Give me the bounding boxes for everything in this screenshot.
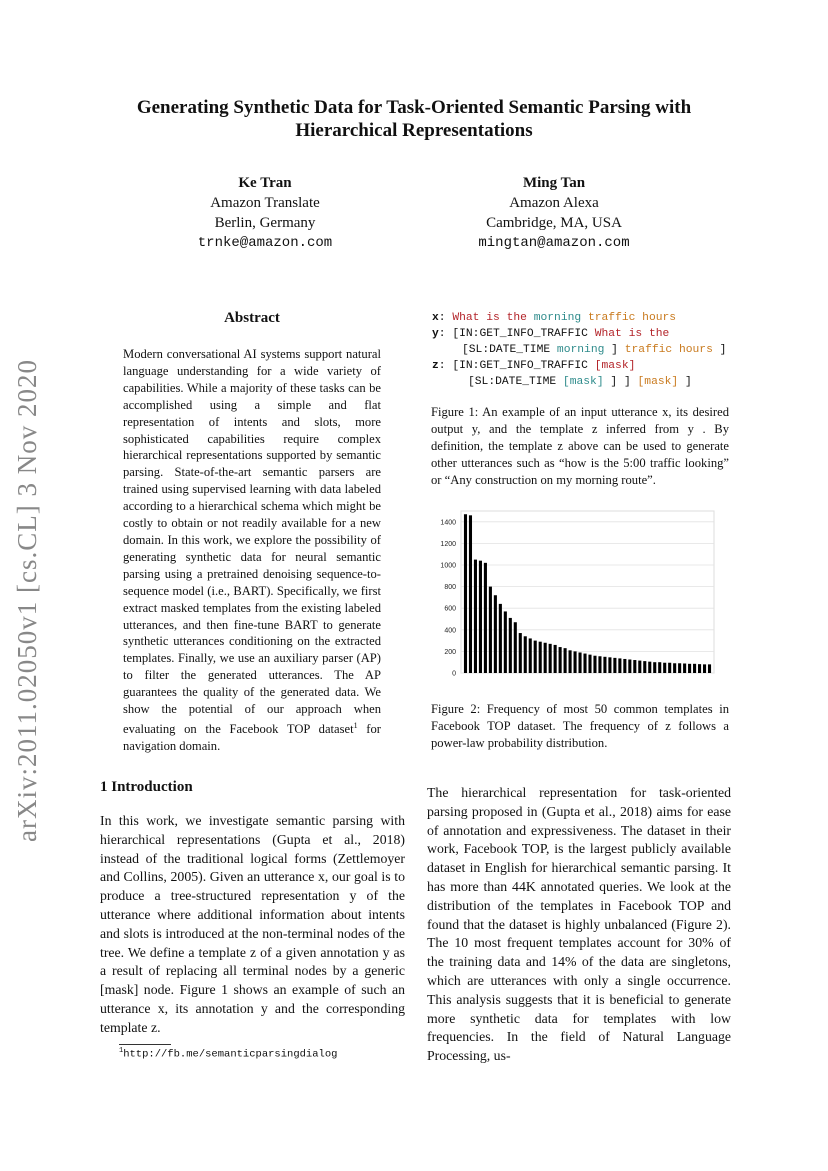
chart-bar bbox=[539, 642, 542, 673]
chart-bar bbox=[643, 661, 646, 673]
chart-y-tick-label: 1200 bbox=[440, 540, 456, 548]
footnote-rule bbox=[119, 1044, 171, 1045]
chart-bar bbox=[534, 641, 537, 673]
figure1-line-z2: [SL:DATE_TIME [mask] ] ] [mask] ] bbox=[468, 376, 692, 388]
chart-bar bbox=[708, 664, 711, 673]
chart-bar bbox=[633, 660, 636, 673]
chart-bar bbox=[509, 618, 512, 673]
chart-bar bbox=[484, 563, 487, 673]
chart-bar bbox=[698, 664, 701, 673]
author-name: Ke Tran bbox=[238, 175, 292, 191]
chart-bar bbox=[693, 664, 696, 673]
chart-bar bbox=[583, 654, 586, 673]
chart-bar bbox=[703, 664, 706, 673]
chart-bar bbox=[564, 648, 567, 673]
figure2-caption: Figure 2: Frequency of most 50 common templates in Facebook TOP dataset. The frequency of z follows a power-law probability distribution. bbox=[431, 702, 729, 750]
chart-y-tick-label: 1400 bbox=[440, 519, 456, 527]
chart-bar bbox=[529, 638, 532, 673]
abstract-text-end: for navigation domain. bbox=[123, 722, 381, 754]
chart-y-tick-labels bbox=[440, 519, 456, 677]
abstract-body: Modern conversational AI systems support natural language understanding for a wide variety of capabilities. While a majority of these tasks can be accomplished using a simple and flat representation of intents and slots, more sophisticated capabilities require complex hierarchical representations supported by semantic parsing. State-of-the-art semantic parsers are trained using supervised learning with data labeled according to a hierarchical schema which might be costly to obtain or not readily available for a new domain. In this work, we explore the possibility of generating synthetic data for neural semantic parsing using a pretrained denoising sequence-to-sequence model (i.e., BART). Specifically, we first extract masked templates from the existing labeled utterances, and then fine-tune BART to generate synthetic utterances conditioning on the extracted templates. Finally, we use an auxiliary parser (AP) to filter the generated utterances. The AP guarantees the quality of the generated data. We show the potential of our approach when evaluating on the Facebook TOP dataset$^1$ for navigation domain. bbox=[123, 347, 381, 754]
chart-bar bbox=[474, 560, 477, 673]
author-location: Berlin, Germany bbox=[214, 215, 316, 231]
author-1 bbox=[170, 173, 360, 253]
chart-bar bbox=[569, 650, 572, 673]
chart-bar bbox=[464, 514, 467, 673]
chart-bar bbox=[683, 664, 686, 674]
chart-bar bbox=[623, 659, 626, 673]
chart-bar bbox=[688, 664, 691, 673]
chart-bar bbox=[499, 604, 502, 673]
chart-bar bbox=[519, 633, 522, 673]
author-email: trnke@amazon.com bbox=[197, 235, 333, 251]
arxiv-id: arXiv:2011.02050v1 [cs.CL] 3 Nov 2020 bbox=[12, 359, 42, 842]
author-2 bbox=[456, 173, 652, 253]
chart-bar bbox=[603, 657, 606, 673]
chart-bar bbox=[673, 663, 676, 673]
chart-bar bbox=[598, 656, 601, 673]
chart-bar bbox=[574, 651, 577, 673]
chart-y-tick-label: 200 bbox=[444, 648, 456, 656]
figure1-line-z: z: [IN:GET_INFO_TRAFFIC [mask] bbox=[432, 360, 636, 372]
chart-bar bbox=[554, 645, 557, 673]
chart-bar bbox=[524, 636, 527, 673]
figure1-line-y: y: [IN:GET_INFO_TRAFFIC What is the bbox=[432, 328, 670, 340]
introduction-body: In this work, we investigate semantic parsing with hierarchical representations (Gupta et al., 2018) instead of the traditional logical forms (Zettlemoyer and Collins, 2005). Given an utterance x, our goal is to produce a tree-structured representation y of the utterance where additional information about intents and slots is introduced at the non-terminal nodes of the tree. We define a template z of a given annotation y as a result of replacing all terminal nodes by a generic [mask] node. Figure 1 shows an example of such an utterance x, its annotation y and the corresponding template z. bbox=[100, 813, 405, 1035]
section-heading-introduction: 1 Introduction bbox=[100, 779, 193, 795]
chart-bar bbox=[678, 663, 681, 673]
figure2-bar-chart bbox=[429, 507, 719, 679]
author-affiliation: Amazon Alexa bbox=[509, 195, 599, 211]
chart-bar bbox=[549, 644, 552, 673]
chart-y-tick-label: 800 bbox=[444, 584, 456, 592]
chart-bar bbox=[489, 587, 492, 673]
chart-y-tick-label: 0 bbox=[452, 670, 456, 678]
chart-bar bbox=[588, 655, 591, 673]
chart-bar bbox=[658, 662, 661, 673]
footnote: $^1$http://fb.me/semanticparsingdialog bbox=[119, 1047, 338, 1061]
chart-bar bbox=[618, 658, 621, 673]
chart-bar bbox=[479, 561, 482, 673]
author-email: mingtan@amazon.com bbox=[478, 235, 630, 251]
chart-bar bbox=[593, 656, 596, 673]
author-affiliation: Amazon Translate bbox=[210, 195, 320, 211]
figure1-caption: Figure 1: An example of an input utterance x, its desired output y, and the template z inferred from y . By definition, the template z above can be used to generate other utterances such as “how is the 5:00 traffic looking” or “Any construction on my morning route”. bbox=[431, 405, 729, 487]
chart-bar bbox=[469, 515, 472, 673]
chart-bar bbox=[613, 658, 616, 673]
chart-bar bbox=[504, 611, 507, 673]
chart-bar bbox=[653, 662, 656, 673]
author-name: Ming Tan bbox=[522, 175, 586, 191]
chart-bar bbox=[638, 661, 641, 673]
abstract-text: Modern conversational AI systems support natural language understanding for a wide variety of capabilities. While a majority of these tasks can be accomplished using a simple and flat representation of intents and slots, more sophisticated capabilities require complex hierarchical representations supported by semantic parsing. State-of-the-art semantic parsers are trained using supervised learning with data labeled according to a hierarchical schema which might be costly to obtain or not readily available for a new domain. In this work, we explore the possibility of generating synthetic data for neural semantic parsing using a pretrained denoising sequence-to-sequence model (i.e., BART). Specifically, we first extract masked templates from the existing labeled utterances, and then fine-tune BART to generate synthetic utterances conditioning on the extracted templates. Finally, we use an auxiliary parser (AP) to filter the generated utterances. The AP guarantees the quality of the generated data. We show the potential of our approach when evaluating on the Facebook TOP dataset bbox=[123, 347, 381, 737]
footnote-link[interactable]: http://fb.me/semanticparsingdialog bbox=[123, 1048, 338, 1061]
chart-y-tick-label: 600 bbox=[444, 605, 456, 613]
chart-bar bbox=[663, 663, 666, 673]
chart-bar bbox=[648, 662, 651, 673]
figure1-line-x: x: What is the morning traffic hours bbox=[432, 312, 677, 324]
chart-bar bbox=[559, 647, 562, 673]
chart-y-tick-label: 400 bbox=[444, 627, 456, 635]
chart-bar bbox=[494, 595, 497, 673]
chart-bars bbox=[464, 514, 711, 673]
chart-bar bbox=[514, 622, 517, 673]
chart-bar bbox=[578, 652, 581, 673]
chart-bar bbox=[544, 643, 547, 673]
chart-y-tick-label: 1000 bbox=[440, 562, 456, 570]
chart-bar bbox=[628, 660, 631, 674]
abstract-heading: Abstract bbox=[224, 310, 280, 326]
author-location: Cambridge, MA, USA bbox=[486, 215, 622, 231]
paper-title: Generating Synthetic Data for Task-Oriented Semantic Parsing with Hierarchical Representations bbox=[136, 97, 692, 141]
chart-bar bbox=[608, 657, 611, 673]
chart-bar bbox=[668, 663, 671, 673]
figure1-line-y2: [SL:DATE_TIME morning ] traffic hours ] bbox=[462, 344, 727, 356]
right-column-body: The hierarchical representation for task-oriented parsing proposed in (Gupta et al., 2018) aims for ease of annotation and expressiveness. The dataset in their work, Facebook TOP, is the largest publicly available dataset in English for hierarchical semantic parsing. It has more than 44K annotated queries. We look at the distribution of the templates in Facebook TOP and found that the dataset is highly unbalanced (Figure 2). The 10 most frequent templates account for 30% of the training data and 14% of the data are singletons, which are utterances with only a single occurrence. This analysis suggests that it is beneficial to generate more synthetic data for templates with low frequencies. In the field of Natural Language Processing, us- bbox=[427, 785, 731, 1064]
